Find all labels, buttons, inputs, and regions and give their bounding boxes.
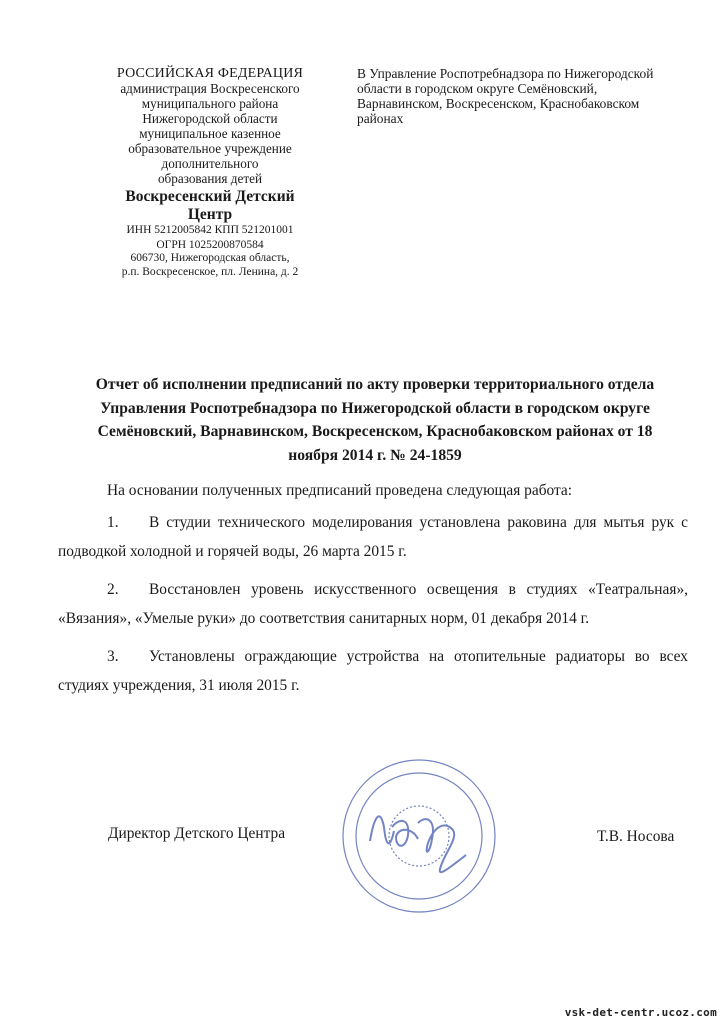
org-line: образовательное учреждение: [128, 141, 292, 156]
country-name: РОССИЙСКАЯ ФЕДЕРАЦИЯ: [116, 66, 304, 81]
list-item: [58, 508, 688, 567]
organization-header: [80, 66, 340, 279]
addressee-line: области в городском округе Семёновский,: [357, 81, 598, 96]
title-line: Семёновский, Варнавинском, Воскресенском, Краснобаковском районах от 18: [97, 423, 653, 440]
handwritten-signature: [370, 816, 466, 872]
organization-name-line1: Воскресенский Детский: [125, 188, 295, 205]
stamp-inner-ring: [356, 773, 482, 899]
document-title: [58, 373, 692, 467]
signatory-title: Директор Детского Центра: [108, 825, 286, 842]
item-text: Установлены ограждающие устройства на отопительные радиаторы во всех студиях учреждения, 31 июля 2015 г.: [58, 647, 688, 694]
stamp-outer-ring: [343, 760, 495, 912]
title-line: Управления Роспотребнадзора по Нижегородской области в городском округе: [100, 399, 650, 417]
body-intro: На основании полученных предписаний проведена следующая работа:: [107, 482, 573, 499]
org-line: муниципального района: [141, 96, 279, 111]
org-line: Нижегородской области: [142, 111, 278, 126]
org-line: образования детей: [157, 171, 263, 186]
stamp-signature-image: [340, 757, 498, 915]
ogrn: ОГРН 1025200870584: [156, 238, 264, 251]
addressee-block: [357, 66, 697, 126]
site-watermark: vsk-det-centr.ucoz.com: [564, 1006, 717, 1019]
organization-name-line2: Центр: [187, 206, 233, 223]
title-line: Отчет об исполнении предписаний по акту проверки территориального отдела: [95, 376, 655, 393]
address-line2: р.п. Воскресенское, пл. Ленина, д. 2: [121, 265, 299, 278]
list-item: [58, 642, 688, 701]
inn-kpp: ИНН 5212005842 КПП 521201001: [126, 224, 294, 236]
item-number: 3.: [107, 647, 119, 665]
signatory-name: Т.В. Носова: [597, 828, 675, 845]
org-line: дополнительного: [161, 156, 259, 171]
document-body: [58, 476, 688, 709]
org-line: администрация Воскресенского: [120, 81, 300, 96]
addressee-line: Варнавинском, Воскресенском, Краснобаковском: [357, 96, 640, 111]
address-line1: 606730, Нижегородская область,: [130, 252, 290, 264]
stamp-center-ring: [389, 806, 449, 866]
title-line: ноября 2014 г. № 24-1859: [288, 446, 462, 464]
item-number: 2.: [107, 580, 119, 598]
org-line: муниципальное казенное: [139, 126, 281, 141]
item-text: В студии технического моделирования установлена раковина для мытья рук с подводкой холодной и горячей воды, 26 марта 2015 г.: [58, 513, 688, 560]
addressee-line: В Управление Роспотребнадзора по Нижегородской: [357, 66, 654, 81]
item-number: 1.: [107, 513, 119, 531]
addressee-line: районах: [357, 111, 404, 126]
list-item: [58, 575, 688, 634]
item-text: Восстановлен уровень искусственного освещения в студиях «Театральная», «Вязания», «Умелые руки» до соответствия санитарных норм, 01 декабря 2014 г.: [58, 580, 688, 627]
